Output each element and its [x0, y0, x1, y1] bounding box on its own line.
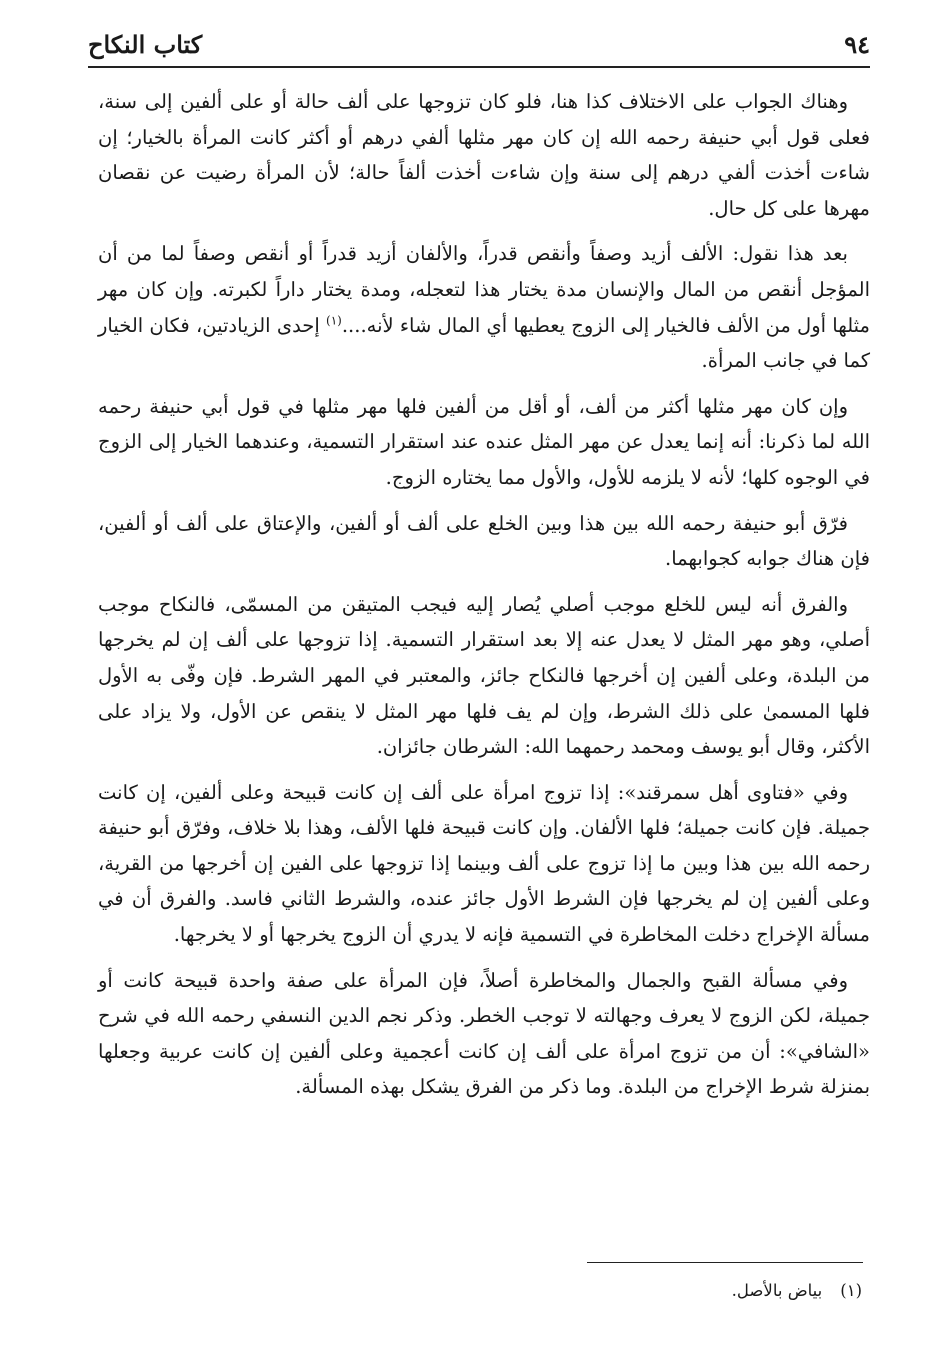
running-title: كتاب النكاح [88, 30, 203, 59]
main-text [98, 84, 870, 1115]
footnote-separator [587, 1262, 863, 1263]
footnotes [98, 1276, 862, 1306]
paragraph-2-text-before: بعد هذا نقول: الألف أزيد وصفاً وأنقص قدراً، والألفان أزيد قدراً أو أنقص وصفاً لما من أن المؤجل أنقص من المال والإنسان مدة يختار هذا لتعجله، ومدة يختار داراً لكبرته. وإن كان مهر مثلها أول من الألف فالخيار إلى الزوج يعطيها أي المال شاء لأنه.... [98, 242, 870, 337]
footnote-text: بياض بالأصل. [731, 1281, 823, 1300]
page-header [88, 24, 870, 64]
paragraph-4: فرّق أبو حنيفة رحمه الله بين هذا وبين الخلع على ألف أو ألفين، والإعتاق على ألف أو ألفين، فإن هناك جوابه كجوابهما. [98, 511, 870, 571]
paragraph-5: والفرق أنه ليس للخلع موجب أصلي يُصار إليه فيجب المتيقن من المسمّى، فالنكاح موجب أصلي، وهو مهر المثل لا يعدل عنه إلا بعد استقرار التسمية. إذا تزوجها على ألف إن لم يخرجها من البلدة، وعلى ألفين إن أخرجها فالنكاح جائز، والمعتبر في المهر الشرط. فإن وفّى به الأول فلها المسمىٰ على ذلك الشرط، وإن لم يف فلها مهر المثل لا ينقص عن الأول، ولا يزاد على الأكثر، وقال أبو يوسف ومحمد رحمهما الله: الشرطان جائزان. [98, 592, 870, 759]
footnote-1 [98, 1276, 862, 1306]
paragraph-3: وإن كان مهر مثلها أكثر من ألف، أو أقل من ألفين فلها مهر مثلها في قول أبي حنيفة رحمه الله لما ذكرنا: أنه إنما يعدل عن مهر المثل عنده عند استقرار التسمية، وعندهما الخيار إلى الزوج في الوجوه كلها؛ لأنه لا يلزمه للأول، والأول مما يختاره الزوج. [98, 394, 870, 489]
paragraph-6: وفي «فتاوى أهل سمرقند»: إذا تزوج امرأة على ألف إن كانت قبيحة وعلى ألفين، إن كانت جميلة. فإن كانت جميلة؛ فلها الألفان. وإن كانت قبيحة فلها الألف، وهذا بلا خلاف، وفرّق أبو حنيفة رحمه الله بين هذا وبين ما إذا تزوج على ألف وبينما إذا تزوجها على الفين إن أخرجها من القرية، وعلى ألفين إن لم يخرجها فإن الشرط الأول جائز عنده، والشرط الثاني فاسد. والفرق أن في مسألة الإخراج دخلت المخاطرة في التسمية فإنه لا يدري أن الزوج يخرجها أو لا يخرجها. [98, 780, 870, 947]
header-rule [88, 66, 870, 68]
footnote-marker: (١) [840, 1281, 862, 1300]
paragraph-2-text-after: إحدى الزيادتين، فكان الخيار كما في جانب المرأة. [98, 313, 870, 373]
paragraph-1: وهناك الجواب على الاختلاف كذا هنا، فلو كان تزوجها على ألف حالة أو على ألفين إلى سنة، فعلى قول أبي حنيفة رحمه الله إن كان مهر مثلها ألفي درهم أو أكثر كانت المرأة بالخيار؛ إن شاءت أخذت ألفي درهم إلى سنة وإن شاءت أخذت ألفاً حالة؛ لأن المرأة رضيت عن نقصان مهرها على كل حال. [98, 90, 870, 220]
paragraph-2 [98, 236, 870, 378]
footnote-reference: (١) [326, 313, 342, 328]
page-number: ٩٤ [844, 30, 870, 59]
paragraph-7: وفي مسألة القبح والجمال والمخاطرة أصلاً، فإن المرأة على صفة واحدة قبيحة كانت أو جميلة، لكن الزوج لا يعرف وجهالته لا توجب الخطر. وذكر نجم الدين النسفي رحمه الله في شرح «الشافي»: أن من تزوج امرأة على ألف إن كانت أعجمية وعلى ألفين إن كانت عربية وجعلها بمنزلة شرط الإخراج من البلدة. وما ذكر من الفرق يشكل بهذه المسألة. [98, 968, 870, 1099]
